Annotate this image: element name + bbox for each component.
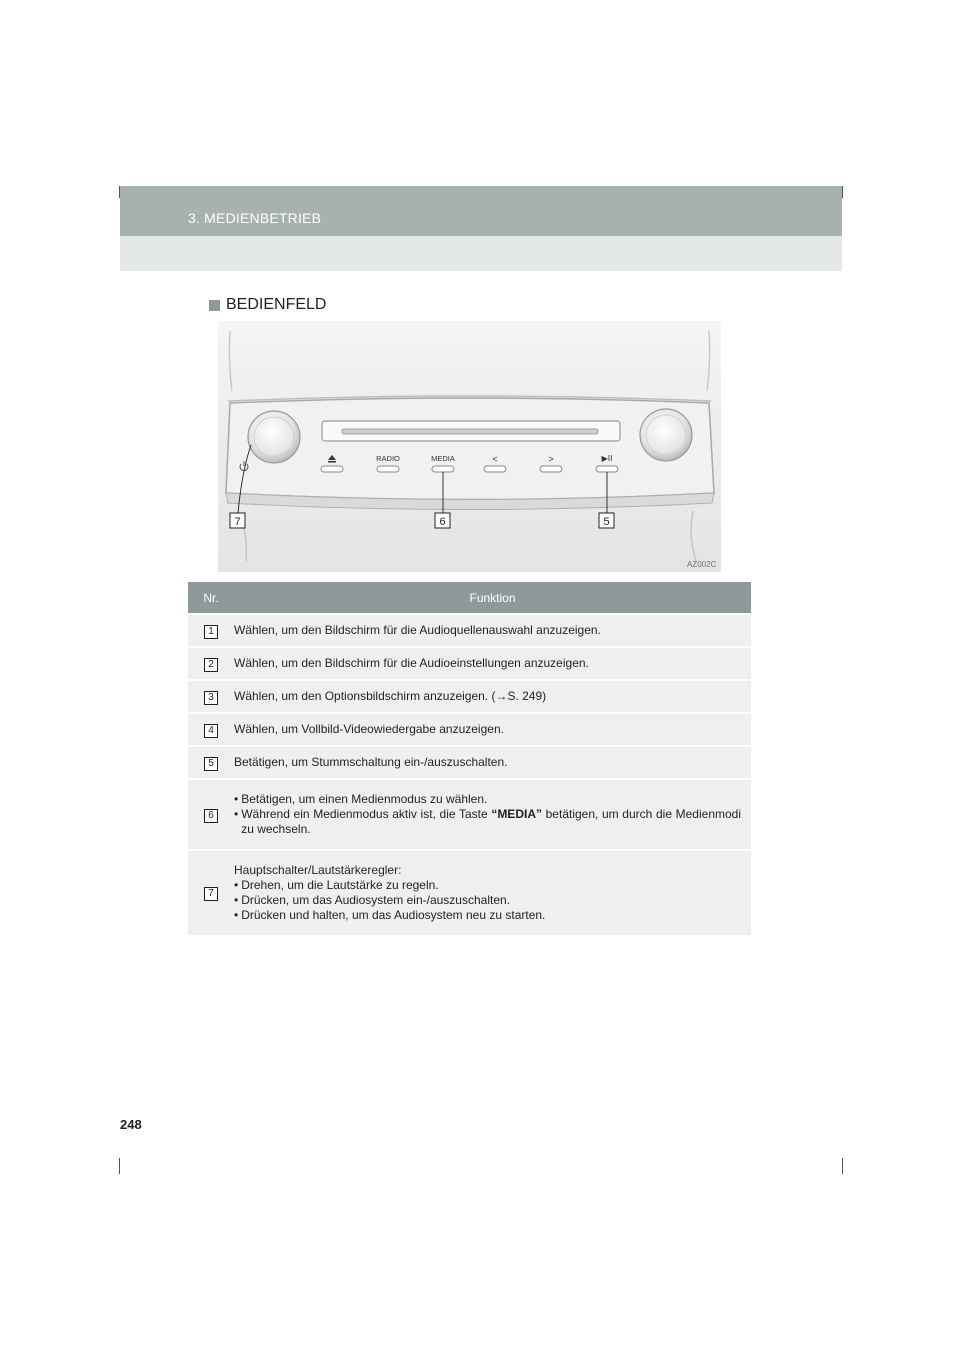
table-header-row [188,582,751,613]
row-number-cell [188,681,234,712]
tune-knob [640,409,692,461]
panel-label-prev: < [492,454,498,464]
table-row [188,615,751,646]
header-subband [120,236,842,271]
panel-button-next [540,466,562,472]
row-text: Wählen, um Vollbild-Videowiedergabe anzuzeigen. [234,714,751,745]
bullet-text-post: betätigen, um durch die Medienmodi zu wechseln. [241,807,742,836]
row-number: 5 [204,757,218,771]
chapter-title: 3. MEDIENBETRIEB [188,210,322,226]
table-row [188,648,751,679]
bullet-text: Betätigen, um einen Medienmodus zu wählen. [241,792,488,806]
panel-button-eject [321,466,343,472]
panel-label-next: > [548,454,554,464]
callout-6 [435,513,450,528]
bullet-icon: • [234,893,239,907]
bullet-icon: • [234,792,239,806]
row-intro: Hauptschalter/Lautstärkeregler: [234,863,402,877]
table-row [188,851,751,935]
row-text: Betätigen, um Stummschaltung ein-/auszuschalten. [234,747,751,778]
row-number-cell [188,780,234,849]
panel-button-media [432,466,454,472]
table-row [188,681,751,712]
media-key-label: “MEDIA” [491,807,542,821]
bullet-text: Drücken, um das Audiosystem ein-/auszuschalten. [241,893,511,907]
bullet-icon: • [234,878,239,892]
bullet-text [241,807,741,837]
svg-text:6: 6 [439,516,446,528]
svg-text:5: 5 [603,516,610,528]
panel-label-media: MEDIA [431,454,455,463]
column-header-nr: Nr. [188,582,234,613]
row-text [234,780,751,849]
row-number-cell [188,851,234,935]
bullet-icon: • [234,807,239,821]
bullet-item [234,893,741,908]
svg-text:7: 7 [234,516,241,528]
figure-code: AZ002C [687,560,717,569]
row-text: Wählen, um den Optionsbildschirm anzuzeigen. (→S. 249) [234,681,751,712]
panel-face [226,398,714,500]
bullet-item [234,908,741,923]
row-number: 7 [204,887,218,901]
row-number-cell [188,648,234,679]
square-bullet-icon [209,300,220,311]
control-panel-figure [218,321,721,572]
row-number: 3 [204,691,218,705]
row-number-cell [188,714,234,745]
row-number: 1 [204,625,218,639]
function-table [188,580,751,937]
crop-mark [842,186,843,198]
power-volume-knob [248,411,300,463]
table-row [188,747,751,778]
table-row [188,780,751,849]
row-text [234,851,751,935]
table-row [188,714,751,745]
column-header-funktion: Funktion [234,582,751,613]
section-title-text: BEDIENFELD [226,296,327,313]
bullet-text-pre: Während ein Medienmodus aktiv ist, die Taste [241,807,492,821]
row-number: 6 [204,809,218,823]
bullet-item [234,807,741,837]
bullet-text: Drehen, um die Lautstärke zu regeln. [241,878,439,892]
callout-5 [599,513,614,528]
crop-mark [119,1158,120,1174]
panel-label-play-pause: ▶II [601,454,613,463]
bullet-item [234,878,741,893]
row-number: 2 [204,658,218,672]
page-number: 248 [120,1117,142,1132]
bullet-text: Drücken und halten, um das Audiosystem neu zu starten. [241,908,546,922]
panel-label-radio: RADIO [376,454,400,463]
panel-button-prev [484,466,506,472]
bullet-item [234,792,741,807]
row-number: 4 [204,724,218,738]
bullet-icon: • [234,908,239,922]
panel-button-play-pause [596,466,618,472]
section-title [209,296,326,314]
row-text: Wählen, um den Bildschirm für die Audioquellenauswahl anzuzeigen. [234,615,751,646]
panel-button-radio [377,466,399,472]
row-text: Wählen, um den Bildschirm für die Audioeinstellungen anzuzeigen. [234,648,751,679]
row-number-cell [188,615,234,646]
row-number-cell [188,747,234,778]
crop-mark [842,1158,843,1174]
callout-7 [230,513,245,528]
